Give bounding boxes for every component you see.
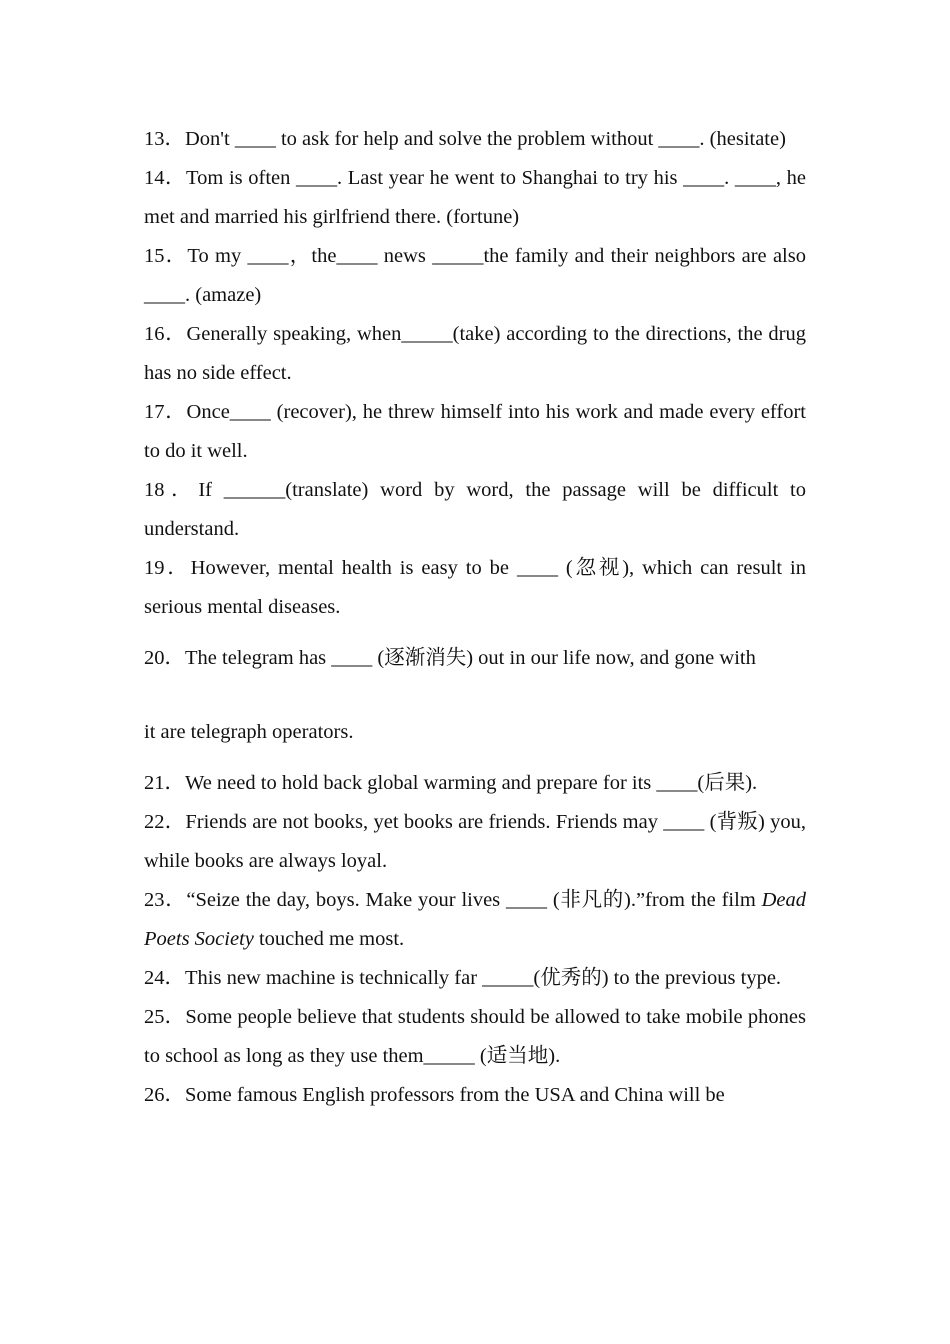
question-23-ending: touched me most.	[253, 928, 405, 950]
question-25: 25．Some people believe that students should be allowed to take mobile phones to school as long as they use them_____ (适当地).	[144, 1006, 806, 1067]
question-13: 13．Don't ____ to ask for help and solve the problem without ____. (hesitate)	[144, 128, 786, 150]
question-26: 26．Some famous English professors from the USA and China will be	[144, 1084, 725, 1106]
question-16: 16．Generally speaking, when_____(take) according to the directions, the drug has no side effect.	[144, 323, 806, 384]
question-24: 24．This new machine is technically far _____(优秀的) to the previous type.	[144, 967, 782, 989]
question-19: 19．However, mental health is easy to be ____ (忽视), which can result in serious mental diseases.	[144, 557, 806, 618]
question-22: 22．Friends are not books, yet books are friends. Friends may ____ (背叛) you, while books are always loyal.	[144, 811, 806, 872]
question-23	[144, 881, 806, 959]
question-18: 18．If ______(translate) word by word, the passage will be difficult to understand.	[144, 479, 806, 540]
question-17: 17．Once____ (recover), he threw himself into his work and made every effort to do it well.	[144, 401, 806, 462]
question-20	[144, 639, 806, 752]
question-23-text: 23．“Seize the day, boys. Make your lives ____ (非凡的).”from the film	[144, 889, 762, 911]
question-15: 15．To my ____，the____ news _____the family and their neighbors are also ____. (amaze)	[144, 245, 806, 306]
question-20-line-2: it are telegraph operators.	[144, 721, 354, 743]
question-21: 21．We need to hold back global warming and prepare for its ____(后果).	[144, 772, 758, 794]
film-title: Dead Poets Society	[144, 889, 806, 950]
question-14: 14．Tom is often ____. Last year he went to Shanghai to try his ____. ____, he met and married his girlfriend there. (fortune)	[144, 167, 806, 228]
exercise-page	[144, 120, 806, 1115]
question-20-line-1: 20．The telegram has ____ (逐渐消失) out in our life now, and gone with	[144, 647, 756, 669]
